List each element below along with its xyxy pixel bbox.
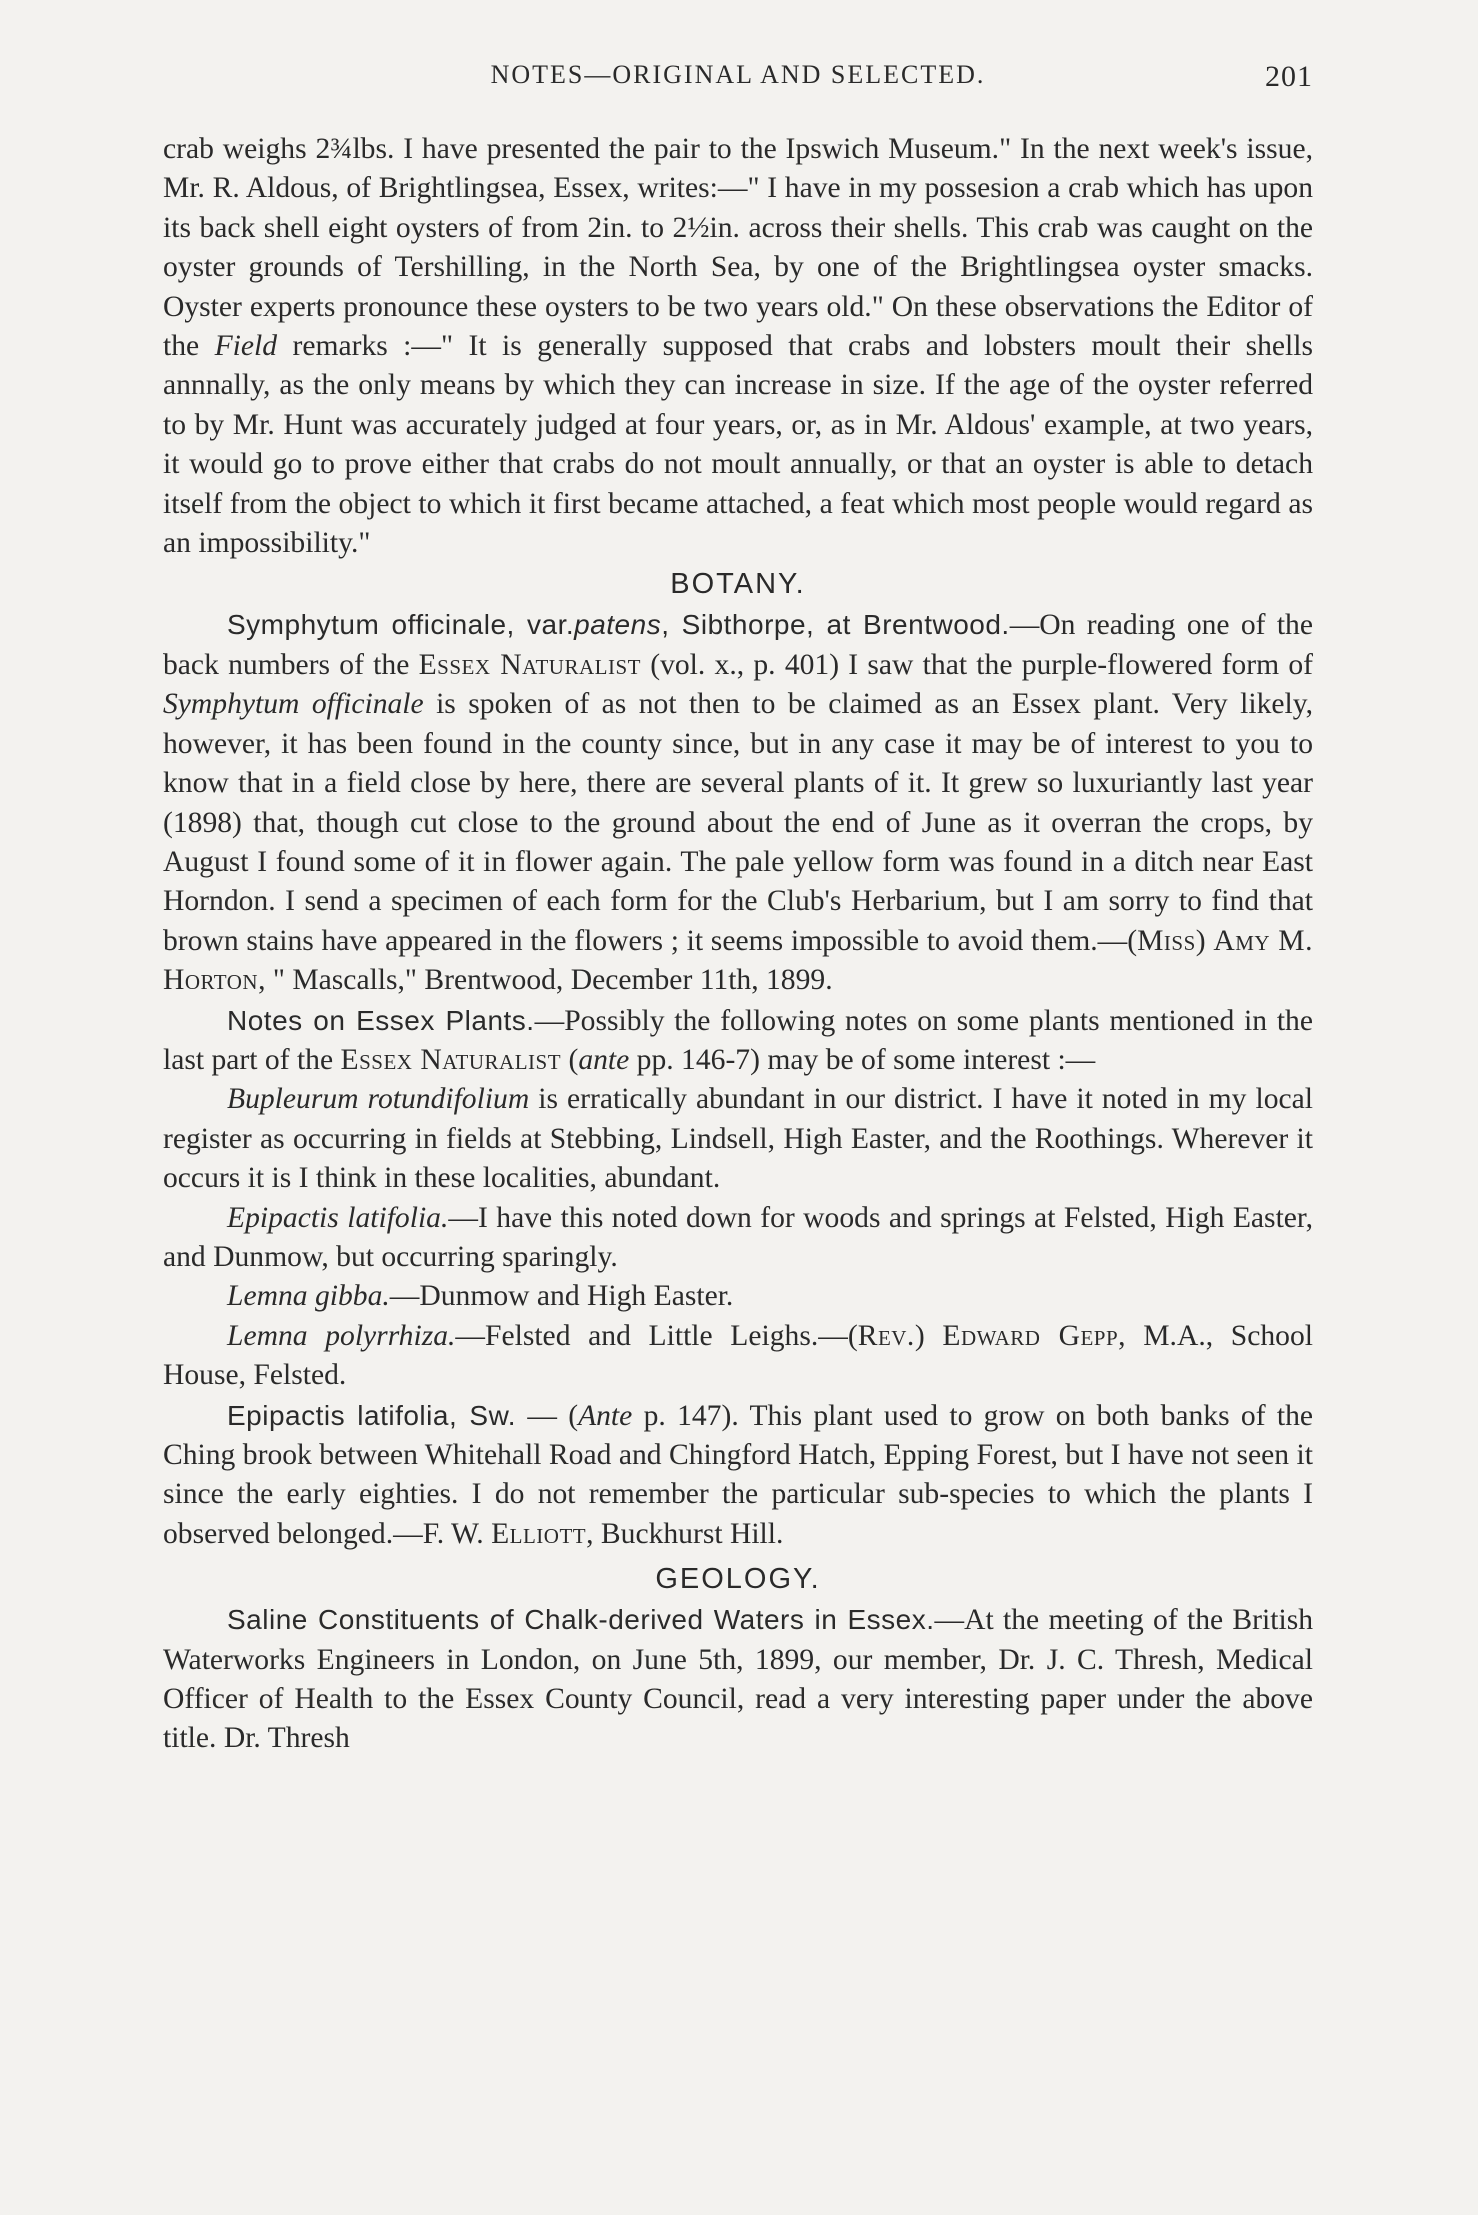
symphytum-title-a: Symphytum officinale, var. [227,609,575,641]
epipactis-text-1: — ( [516,1399,579,1432]
geology-heading: GEOLOGY. [655,1563,821,1596]
entry-text-2: ) [914,1319,943,1352]
intro-paragraph [163,130,1313,563]
epipactis-text-3: , Buckhurst Hill. [586,1517,784,1550]
honorific: Miss [1137,924,1196,957]
symphytum-title-patens: patens [574,609,662,641]
page-number: 201 [1265,60,1313,93]
symphytum-title-b: , Sibthorpe, at Brentwood. [661,609,1010,641]
author-name: Amy M. Horton [163,924,1313,997]
symphytum-text-5: , " Mascalls," Brentwood, December 11th, 1899. [258,964,833,997]
symphytum-text-3: is spoken of as not then to be claimed as an Essex plant. Very likely, however, it has been found in the county since, but in any case it may be of interest to you to know that in a field close by here, there are several plants of it. It grew so luxuriantly last year (1898) that, though cut close to the ground about the end of June as it overran the crops, by August I found some of it in flower again. The pale yellow form was found in a ditch near East Horndon. I send a specimen of each form for the Club's Herbarium, but I am sorry to find that brown stains have appeared in the flowers ; it seems impossible to avoid them.—( [163,688,1313,957]
symphytum-note [163,605,1313,1000]
author-name: Elliott [491,1517,587,1550]
ante-ref: ante [578,1043,630,1076]
species-name: Bupleurum rotundifolium [227,1083,530,1116]
intro-text-b: remarks :—" It is generally supposed that crabs and lobsters moult their shells annnally, as the only means by which they can increase in size. If the age of the oyster referred to by Mr. Hunt was accurately judged at four years, or, as in Mr. Aldous' example, at two years, it would go to prove either that crabs do not moult annually, or that an oyster is able to detach itself from the object to which it first became attached, a feat which most people would regard as an impossibility." [163,330,1313,560]
entry-text: —Dunmow and High Easter. [389,1280,734,1313]
species-name: Symphytum officinale [163,688,424,721]
intro-text-a: crab weighs 2¾lbs. I have presented the pair to the Ipswich Museum." In the next week's issue, Mr. R. Aldous, of Brightlingsea, Essex, writes:—" I have in my possesion a crab which has upon its back shell eight oysters of from 2in. to 2½in. across their shells. This crab was caught on the oyster grounds of Tershilling, in the North Sea, by one of the Brightlingsea oyster smacks. Oyster experts pronounce these oysters to be two years old." On these observations the Editor of the [163,133,1313,363]
species-name: Lemna gibba. [227,1280,390,1313]
epipactis-note [163,1396,1313,1555]
essex-plants-note [163,1001,1313,1081]
journal-name: Essex Naturalist [418,648,641,681]
essex-plants-title: Notes on Essex Plants. [227,1004,535,1036]
species-name: Epipactis latifolia. [227,1201,449,1234]
essex-plants-text-1: —Possibly the following notes on some plants mentioned in the last part of the [163,1004,1313,1076]
field-journal-name: Field [214,330,278,363]
entry-text: —Felsted and Little Leighs.—( [455,1319,858,1352]
page-header [163,60,1313,100]
running-title: NOTES—ORIGINAL AND SELECTED. [490,60,986,89]
entry-text: is erratically abundant in our district. I have it noted in my local register as occurring in fields at Stebbing, Lindsell, High Easter, and the Roothings. Wherever it occurs it is I think in these localities, abundant. [163,1083,1313,1195]
ante-ref: Ante [578,1399,633,1432]
epipactis-note-title: Epipactis latifolia, Sw. [227,1399,517,1431]
body-text [163,130,1313,1759]
symphytum-text-2: (vol. x., p. 401) I saw that the purple-flowered form of [640,648,1314,681]
symphytum-text-1: —On reading one of the back numbers of the [163,609,1313,681]
plant-entry-bupleurum [163,1080,1313,1198]
entry-text: —I have this noted down for woods and springs at Felsted, High Easter, and Dunmow, but occurring sparingly. [163,1201,1314,1273]
honorific: Rev. [857,1319,915,1352]
entry-text-3: , M.A., School House, Felsted. [163,1319,1313,1392]
journal-name: Essex Naturalist [340,1043,562,1076]
saline-note-title: Saline Constituents of Chalk-derived Waters in Essex. [227,1604,935,1636]
epipactis-text-2: p. 147). This plant used to grow on both banks of the Ching brook between Whitehall Road and Chingford Hatch, Epping Forest, but I have not seen it since the early eighties. I do not remember the particular sub-species to which the plants I observed belonged.—F. W. [163,1399,1313,1550]
symphytum-text-4: ) [1195,924,1214,957]
symphytum-note-title [227,609,1010,640]
plant-entry-lemna-polyrrhiza [163,1317,1313,1396]
species-name: Lemna polyrrhiza. [227,1319,456,1352]
saline-note-text: —At the meeting of the British Waterworks Engineers in London, on June 5th, 1899, our member, Dr. J. C. Thresh, Medical Officer of Health to the Essex County Council, read a very interesting paper under the above title. Dr. Thresh [163,1604,1314,1755]
essex-plants-text-3: pp. 146-7) may be of some interest :— [629,1043,1096,1076]
saline-note [163,1600,1313,1759]
plant-entry-lemna-gibba [163,1277,1313,1316]
plant-entry-epipactis [163,1199,1313,1278]
author-name: Edward Gepp [942,1319,1119,1352]
essex-plants-text-2: ( [561,1043,579,1076]
botany-heading: BOTANY. [670,568,806,601]
